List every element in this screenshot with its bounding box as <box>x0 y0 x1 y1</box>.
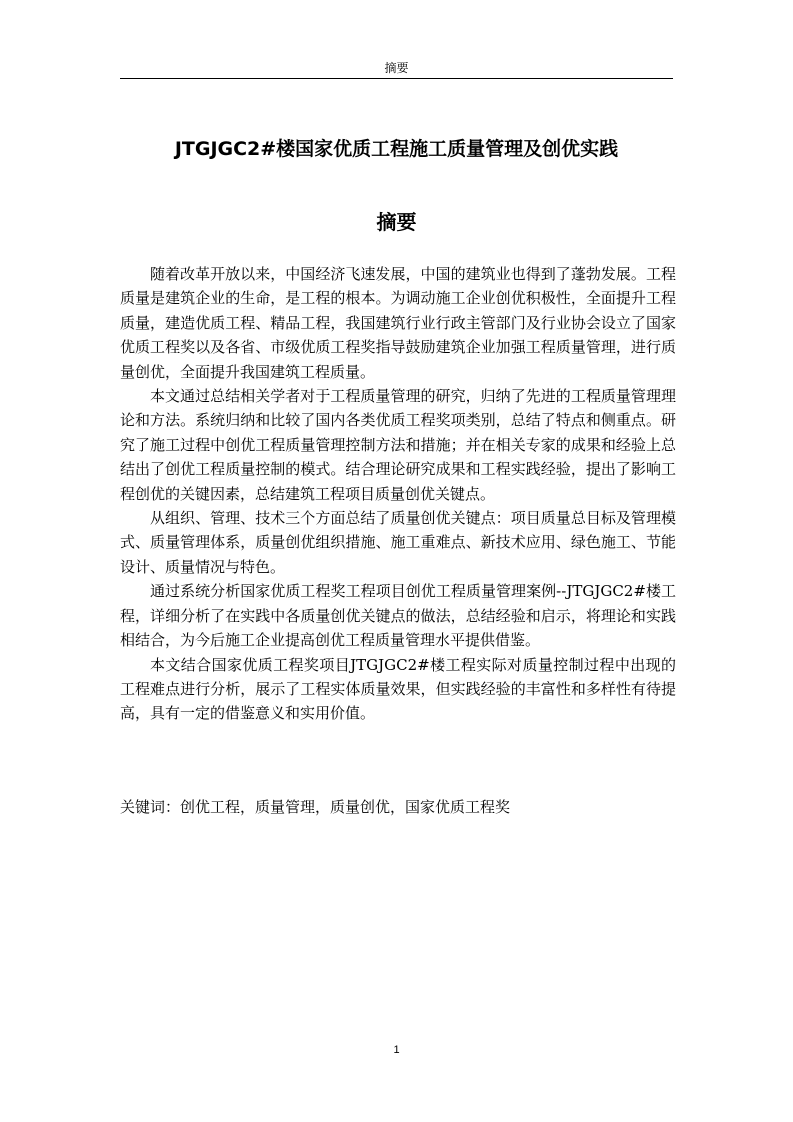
header-rule <box>120 78 673 79</box>
abstract-paragraph-5: 本文结合国家优质工程奖项目JTGJGC2#楼工程实际对质量控制过程中出现的工程难点进行分析，展示了工程实体质量效果，但实践经验的丰富性和多样性有待提高，具有一定的借鉴意义和实用价值。 <box>120 655 676 723</box>
page-number: 1 <box>393 1044 400 1056</box>
running-header: 摘要 <box>384 61 409 75</box>
keywords-line <box>120 795 676 819</box>
abstract-paragraph-3: 从组织、管理、技术三个方面总结了质量创优关键点：项目质量总目标及管理模式、质量管理体系，质量创优组织措施、施工重难点、新技术应用、绿色施工、节能设计、质量情况与特色。 <box>120 509 676 576</box>
abstract-heading: 摘要 <box>376 210 417 234</box>
keywords-label: 关键词： <box>120 798 181 816</box>
abstract-paragraph-2: 本文通过总结相关学者对于工程质量管理的研究，归纳了先进的工程质量管理理论和方法。系统归纳和比较了国内各类优质工程奖项类别，总结了特点和侧重点。研究了施工过程中创优工程质量管理控制方法和措施；并在相关专家的成果和经验上总结出了创优工程质量控制的模式。结合理论研究成果和工程实践经验，提出了影响工程创优的关键因素，总结建筑工程项目质量创优关键点。 <box>120 387 676 503</box>
abstract-paragraph-1: 随着改革开放以来，中国经济飞速发展，中国的建筑业也得到了蓬勃发展。工程质量是建筑企业的生命，是工程的根本。为调动施工企业创优积极性，全面提升工程质量，建造优质工程、精品工程，我国建筑行业行政主管部门及行业协会设立了国家优质工程奖以及各省、市级优质工程奖指导鼓励建筑企业加强工程质量管理，进行质量创优，全面提升我国建筑工程质量。 <box>120 265 676 381</box>
abstract-paragraph-4: 通过系统分析国家优质工程奖工程项目创优工程质量管理案例--JTGJGC2#楼工程，详细分析了在实践中各质量创优关键点的做法，总结经验和启示，将理论和实践相结合，为今后施工企业提高创优工程质量管理水平提供借鉴。 <box>120 582 676 650</box>
abstract-body <box>120 262 676 726</box>
keywords-text: 创优工程，质量管理，质量创优，国家优质工程奖 <box>180 798 511 816</box>
document-title: JTGJGC2#楼国家优质工程施工质量管理及创优实践 <box>174 138 619 160</box>
